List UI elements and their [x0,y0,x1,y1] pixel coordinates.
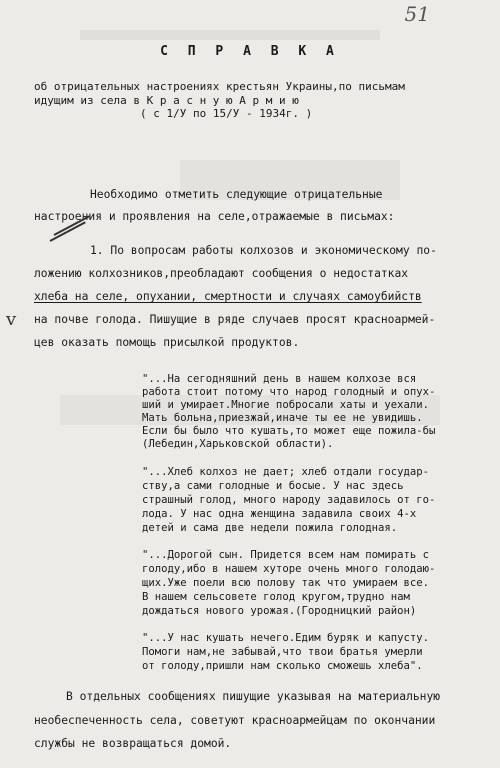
quote-line: В нашем сельсовете голод кругом,трудно нам [142,591,410,603]
check-mark: v [6,309,17,330]
document-title: С П Р А В К А [160,44,340,59]
quote-line: "...У нас кушать нечего.Едим буряк и капусту. [142,632,430,644]
quote-line: страшный голод, много народу задавилось от го- [142,494,436,506]
bleed-through [80,30,380,40]
point-line: 1. По вопросам работы колхозов и экономическому по- [90,244,437,257]
subtitle-line: ( с 1/У по 15/У - 1934г. ) [140,107,313,120]
quote-line: (Лебедин,Харьковской области). [142,438,334,450]
quote-line: детей и сама две недели пожила голодная. [142,522,398,534]
quote-line: работа стоит потому что народ голодный и опух- [142,386,436,398]
subtitle-line: об отрицательных настроениях крестьян Украины,по письмам [34,80,405,93]
quote-line: лода. У нас одна женщина задавила своих 4-х [142,508,417,520]
quote-line: "...Хлеб колхоз не дает; хлеб отдали государ- [142,466,430,478]
intro-line: настроения и проявления на селе,отражаемые в письмах: [34,210,395,223]
quote-line: Помоги нам,не забывай,что твои братья умерли [142,646,423,658]
quote-line: Мать больна,приезжай,иначе ты ее не увидишь. [142,412,423,424]
quote-line: ший и умирает.Многие побросали хаты и уехали. [142,399,430,411]
margin-stroke [50,221,86,242]
point-line: цев оказать помощь присылкой продуктов. [34,336,300,349]
closing-line: необеспеченность села, советуют красноармейцам по окончании [34,714,436,727]
quote-line: ству,а сами голодные и босые. У нас здесь [142,480,404,492]
closing-line: В отдельных сообщениях пишущие указывая на материальную [66,690,441,703]
quote-line: "...На сегодняшний день в нашем колхозе вся [142,373,417,385]
point-line: на почве голода. Пишущие в ряде случаев просят красноармей- [34,313,436,326]
quote-line: Если бы было что кушать,то может еще пожила-бы [142,425,436,437]
quote-line: дождаться нового урожая.(Городницкий район) [142,605,417,617]
intro-line: Необходимо отметить следующие отрицательные [90,188,383,201]
quote-line: голоду,ибо в нашем хуторе очень много голодаю- [142,563,436,575]
point-line: ложению колхозников,преобладают сообщения о недостатках [34,267,409,280]
quote-line: щих.Уже поели всю полову так что умираем все. [142,577,430,589]
page-number: 51 [404,2,430,26]
quote-line: от голоду,пришли нам сколько сможешь хлеба". [142,660,423,672]
quote-line: "...Дорогой сын. Придется всем нам помирать с [142,549,430,561]
point-line: хлеба на селе, опухании, смертности и случаях самоубийств [34,290,422,303]
closing-line: службы не возвращаться домой. [34,737,232,750]
subtitle-line: идущим из села в К р а с н у ю А р м и ю [34,94,299,107]
